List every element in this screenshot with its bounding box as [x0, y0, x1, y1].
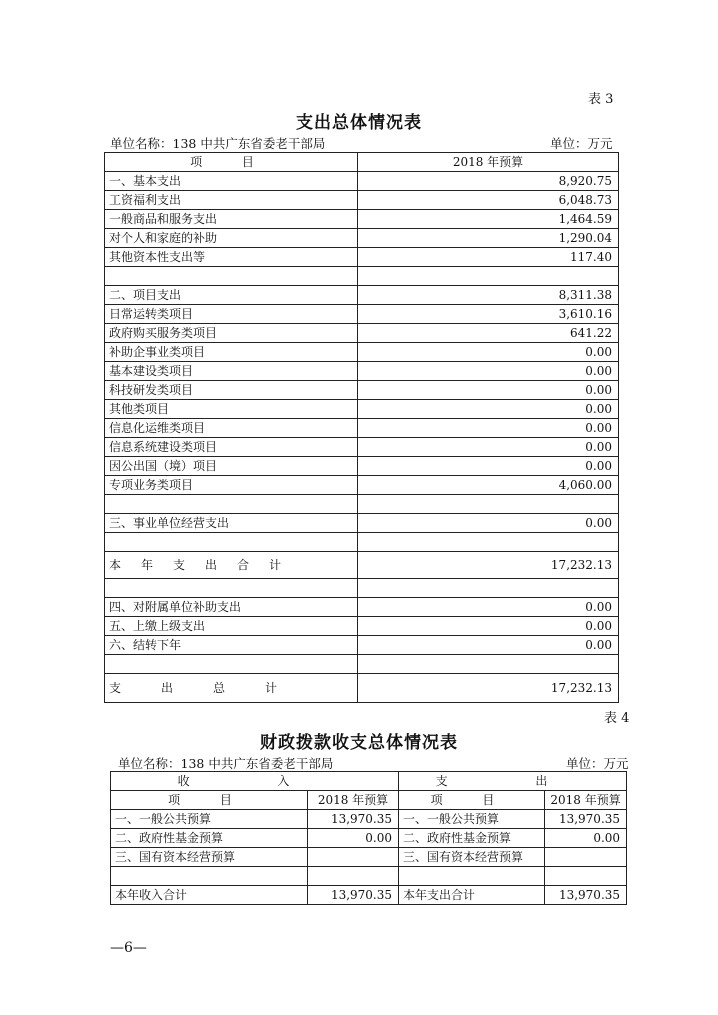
table-row — [105, 655, 619, 674]
table-row — [105, 476, 619, 495]
row-value — [358, 533, 619, 552]
table-row — [105, 598, 619, 617]
row-value: 0.00 — [358, 457, 619, 476]
table-row — [111, 829, 627, 848]
row-value: 3,610.16 — [358, 305, 619, 324]
row-label: 支出总计 — [105, 674, 358, 703]
row-label: 信息化运维类项目 — [105, 419, 358, 438]
table4-title: 财政拨款收支总体情况表 — [260, 733, 458, 753]
row-value — [358, 579, 619, 598]
row-value: 17,232.13 — [358, 674, 619, 703]
row-label: 二、项目支出 — [105, 286, 358, 305]
row-value: 0.00 — [358, 438, 619, 457]
group-header-expenditure: 支 出 — [399, 772, 627, 791]
expenditure-item: 一、一般公共预算 — [399, 810, 545, 829]
expenditure-value: 0.00 — [545, 829, 627, 848]
row-label: 政府购买服务类项目 — [105, 324, 358, 343]
row-label: 其他类项目 — [105, 400, 358, 419]
table-header-row — [111, 791, 627, 810]
row-value: 1,290.04 — [358, 229, 619, 248]
table-row — [111, 810, 627, 829]
expenditure-item: 二、政府性基金预算 — [399, 829, 545, 848]
expenditure-item — [399, 867, 545, 886]
table-row — [105, 438, 619, 457]
row-label: 本年支出合计 — [105, 552, 358, 579]
row-label: 信息系统建设类项目 — [105, 438, 358, 457]
expenditure-value — [545, 848, 627, 867]
row-label: 对个人和家庭的补助 — [105, 229, 358, 248]
table-row — [111, 886, 627, 905]
table-header-row — [105, 153, 619, 172]
group-header-row — [111, 772, 627, 791]
table-row — [105, 495, 619, 514]
table-row — [105, 457, 619, 476]
table-row — [105, 419, 619, 438]
row-value: 8,920.75 — [358, 172, 619, 191]
row-value: 0.00 — [358, 343, 619, 362]
column-header-budget: 2018 年预算 — [358, 153, 619, 172]
row-label: 三、事业单位经营支出 — [105, 514, 358, 533]
row-label: 四、对附属单位补助支出 — [105, 598, 358, 617]
table-row — [105, 381, 619, 400]
page-number: —6— — [110, 940, 147, 956]
table-row — [105, 514, 619, 533]
row-label: 一、基本支出 — [105, 172, 358, 191]
row-value: 1,464.59 — [358, 210, 619, 229]
row-label: 六、结转下年 — [105, 636, 358, 655]
row-value: 0.00 — [358, 636, 619, 655]
column-header-income-item: 项 目 — [111, 791, 308, 810]
row-label: 基本建设类项目 — [105, 362, 358, 381]
column-header-item: 项 目 — [105, 153, 358, 172]
group-header-income: 收 入 — [111, 772, 399, 791]
row-value — [358, 495, 619, 514]
row-label: 一般商品和服务支出 — [105, 210, 358, 229]
row-label: 其他资本性支出等 — [105, 248, 358, 267]
table3-tag: 表 3 — [588, 92, 614, 107]
row-label — [105, 495, 358, 514]
table-row — [105, 362, 619, 381]
row-value: 641.22 — [358, 324, 619, 343]
row-value: 8,311.38 — [358, 286, 619, 305]
table3-unit: 单位：万元 — [550, 136, 613, 151]
column-header-expenditure-item: 项 目 — [399, 791, 545, 810]
income-value — [308, 848, 399, 867]
table-row — [105, 617, 619, 636]
row-value: 0.00 — [358, 362, 619, 381]
table3-unit-name: 单位名称：138 中共广东省委老干部局 — [110, 136, 326, 151]
table-row — [105, 533, 619, 552]
income-item: 一、一般公共预算 — [111, 810, 308, 829]
expenditure-value: 13,970.35 — [545, 810, 627, 829]
table-row — [105, 229, 619, 248]
income-item: 三、国有资本经营预算 — [111, 848, 308, 867]
table-row — [105, 191, 619, 210]
income-item: 本年收入合计 — [111, 886, 308, 905]
table-row — [105, 172, 619, 191]
row-value — [358, 655, 619, 674]
table4-unit-name: 单位名称：138 中共广东省委老干部局 — [118, 756, 334, 771]
row-value: 0.00 — [358, 617, 619, 636]
table-row — [105, 248, 619, 267]
table-row — [105, 286, 619, 305]
table-row — [105, 674, 619, 703]
table4-tag: 表 4 — [604, 711, 630, 726]
row-value: 17,232.13 — [358, 552, 619, 579]
income-value: 0.00 — [308, 829, 399, 848]
income-item — [111, 867, 308, 886]
column-header-income-budget: 2018 年预算 — [308, 791, 399, 810]
row-label — [105, 655, 358, 674]
table-row — [105, 210, 619, 229]
income-value — [308, 867, 399, 886]
income-value: 13,970.35 — [308, 810, 399, 829]
row-label — [105, 579, 358, 598]
row-label: 工资福利支出 — [105, 191, 358, 210]
expenditure-item: 三、国有资本经营预算 — [399, 848, 545, 867]
table-row — [111, 848, 627, 867]
table3-title: 支出总体情况表 — [296, 113, 422, 133]
row-label: 补助企事业类项目 — [105, 343, 358, 362]
expenditure-item: 本年支出合计 — [399, 886, 545, 905]
row-value: 6,048.73 — [358, 191, 619, 210]
table4-unit: 单位：万元 — [566, 756, 629, 771]
row-value: 4,060.00 — [358, 476, 619, 495]
income-value: 13,970.35 — [308, 886, 399, 905]
row-label: 科技研发类项目 — [105, 381, 358, 400]
row-value: 0.00 — [358, 400, 619, 419]
row-value: 117.40 — [358, 248, 619, 267]
table-row — [105, 267, 619, 286]
table-row — [105, 636, 619, 655]
row-label: 五、上缴上级支出 — [105, 617, 358, 636]
row-value: 0.00 — [358, 381, 619, 400]
expenditure-table — [104, 152, 619, 703]
row-label: 日常运转类项目 — [105, 305, 358, 324]
row-label — [105, 267, 358, 286]
row-label: 专项业务类项目 — [105, 476, 358, 495]
table-row — [105, 343, 619, 362]
table-row — [105, 324, 619, 343]
row-value: 0.00 — [358, 514, 619, 533]
table-row — [105, 400, 619, 419]
expenditure-value — [545, 867, 627, 886]
row-label: 因公出国（境）项目 — [105, 457, 358, 476]
row-label — [105, 533, 358, 552]
income-item: 二、政府性基金预算 — [111, 829, 308, 848]
table-row — [111, 867, 627, 886]
fiscal-appropriation-table — [110, 771, 627, 905]
expenditure-value: 13,970.35 — [545, 886, 627, 905]
table-row — [105, 305, 619, 324]
table-row — [105, 579, 619, 598]
row-value: 0.00 — [358, 419, 619, 438]
column-header-expenditure-budget: 2018 年预算 — [545, 791, 627, 810]
row-value: 0.00 — [358, 598, 619, 617]
row-value — [358, 267, 619, 286]
table-row — [105, 552, 619, 579]
